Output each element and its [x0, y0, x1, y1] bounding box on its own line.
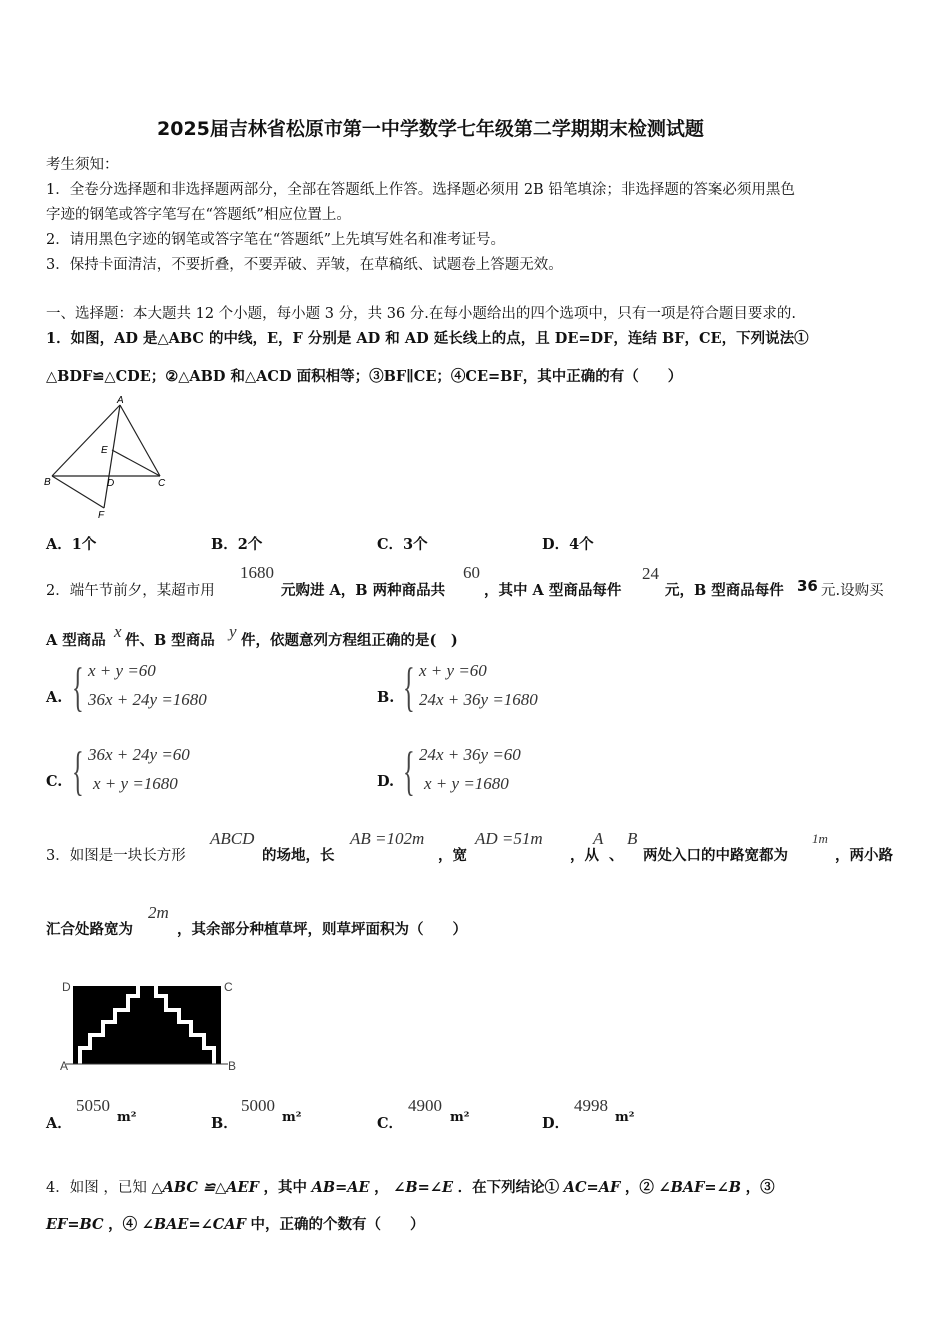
q2-option-c-eq2: x + y =1680: [93, 774, 178, 793]
edge-ab: [52, 405, 120, 476]
q3-text-2: 的场地，长: [262, 847, 335, 864]
q3-text-7: ，两小路: [835, 847, 893, 864]
label-c: C: [158, 478, 166, 489]
q2-option-a-brace: {: [72, 657, 84, 717]
q3-text-9: ，其余部分种植草坪，则草坪面积为（ ）: [177, 921, 467, 938]
q2-option-a-eq1: x + y =60: [88, 661, 156, 680]
q2-option-c-eq1: 36x + 24y =60: [88, 745, 190, 764]
label-c: C: [224, 980, 233, 994]
q2-text-3: ，其中 A 型商品每件: [484, 582, 622, 599]
q3-math-junction-width: 2m: [148, 903, 169, 922]
section-heading: 一、选择题：本大题共 12 个小题，每小题 3 分，共 36 分.在每小题给出的四个选项中，只有一项是符合题目要求的.: [46, 306, 796, 322]
q1-option-a: A．1个: [46, 536, 97, 553]
q4-math-ac-af: AC=AF: [563, 1179, 621, 1196]
q2-text-4: 元，B 型商品每件: [665, 582, 784, 599]
q2-text-1: 2．端午节前夕，某超市用: [46, 583, 215, 599]
q2-text-8: 件，依题意列方程组正确的是( ): [241, 632, 458, 649]
q4-text-7: ，④: [108, 1216, 138, 1233]
label-a: A: [117, 395, 124, 406]
q2-line-1: [46, 579, 215, 600]
q3-math-ab-length: AB =102m: [350, 829, 425, 848]
q3-text-6: 两处入口的中路宽都为: [643, 847, 788, 864]
q3-text-8: 汇合处路宽为: [46, 921, 133, 938]
q2-option-a-label: A.: [46, 689, 63, 706]
q2-option-d-label: D.: [377, 773, 395, 790]
label-b: B: [44, 477, 51, 488]
q3-option-d-label: D．: [542, 1115, 570, 1132]
q3-option-b-unit: m²: [282, 1110, 302, 1125]
q3-text-4: ，从: [570, 847, 599, 864]
q3-math-a: A: [593, 829, 604, 848]
q4-math-ef-bc: EF=BC: [46, 1216, 104, 1233]
q2-num-count: 60: [463, 563, 480, 582]
q1-option-b: B．2个: [211, 536, 263, 553]
q4-text-4: ．在下列结论①: [457, 1179, 560, 1196]
q3-option-b-label: B．: [211, 1115, 238, 1132]
q4-math-ab-ae: AB=AE: [311, 1179, 370, 1196]
q1-line-2: △BDF≌△CDE；②△ABD 和△ACD 面积相等；③BF∥CE；④CE=BF，其中正确的有（ ）: [46, 368, 683, 385]
label-d: D: [62, 980, 71, 994]
label-e: E: [101, 445, 108, 456]
label-d: D: [107, 478, 115, 489]
q4-text-8: 中，正确的个数有（ ）: [250, 1216, 425, 1233]
label-a: A: [60, 1059, 69, 1073]
q3-option-c-unit: m²: [450, 1110, 470, 1125]
q3-option-d-value: 4998: [574, 1096, 608, 1115]
q4-text-1: 4．如图 ，已知: [46, 1180, 147, 1196]
q4-math-congruence: △ABC ≌△AEF: [151, 1179, 259, 1196]
q2-num-price-b: 36: [797, 577, 818, 595]
q2-option-c-brace: {: [72, 741, 84, 801]
q4-math-angle-b-e: ∠B=∠E: [393, 1179, 454, 1196]
q3-math-abcd: ABCD: [210, 829, 255, 848]
label-f: F: [98, 510, 105, 521]
q2-option-b-eq1: x + y =60: [419, 661, 487, 680]
q2-var-y: y: [229, 622, 237, 641]
q4-line-1: [46, 1176, 775, 1197]
q2-num-total-money: 1680: [240, 563, 274, 582]
q3-option-d-unit: m²: [615, 1110, 635, 1125]
q2-option-b-eq2: 24x + 36y =1680: [419, 690, 538, 709]
q2-var-x: x: [114, 622, 122, 641]
q2-option-d-eq2: x + y =1680: [424, 774, 509, 793]
q4-text-2: ，其中: [263, 1179, 307, 1196]
segment-af: [104, 405, 120, 508]
notice-heading: 考生须知：: [46, 157, 119, 173]
q4-text-5: ，②: [624, 1179, 654, 1196]
q1-line-1: 1．如图，AD 是△ABC 的中线，E，F 分别是 AD 和 AD 延长线上的点，且 DE=DF，连结 BF，CE，下列说法①: [46, 330, 809, 347]
q2-text-7: 件、B 型商品: [125, 632, 215, 649]
q2-option-d-brace: {: [403, 741, 415, 801]
q2-option-a-eq2: 36x + 24y =1680: [88, 690, 207, 709]
q4-text-6: ，③: [745, 1179, 775, 1196]
notice-line-3: 3．保持卡面清洁，不要折叠，不要弄破、弄皱，在草稿纸、试题卷上答题无效。: [46, 257, 563, 273]
q3-option-a-value: 5050: [76, 1096, 110, 1115]
q3-math-b: B: [627, 829, 638, 848]
q4-math-angle-baf: ∠BAF=∠B: [658, 1179, 741, 1196]
q1-triangle-figure: [42, 393, 172, 523]
q2-option-b-label: B.: [377, 689, 395, 706]
q2-text-5: 元.设购买: [821, 583, 884, 599]
q3-option-a-unit: m²: [117, 1110, 137, 1125]
q1-option-c: C．3个: [377, 536, 428, 553]
q3-option-a-label: A．: [46, 1115, 72, 1132]
q2-option-b-brace: {: [403, 657, 415, 717]
q2-option-c-label: C.: [46, 773, 63, 790]
field-rectangle: [73, 986, 221, 1064]
q2-text-6: A 型商品: [46, 632, 106, 649]
q3-option-c-label: C．: [377, 1115, 404, 1132]
q1-option-d: D．4个: [542, 536, 594, 553]
q4-text-3: ，: [374, 1179, 389, 1196]
q3-field-figure: [56, 976, 246, 1076]
q3-math-road-width: 1m: [812, 831, 828, 846]
q3-text-3: ，宽: [438, 847, 467, 864]
q4-math-angle-bae-caf: ∠BAE=∠CAF: [141, 1216, 246, 1233]
q3-option-c-value: 4900: [408, 1096, 442, 1115]
q3-text-1: 3．如图是一块长方形: [46, 848, 186, 864]
q3-option-b-value: 5000: [241, 1096, 275, 1115]
page-title: 2025届吉林省松原市第一中学数学七年级第二学期期末检测试题: [157, 118, 704, 140]
segment-bf: [52, 476, 104, 508]
q4-line-2: [46, 1213, 424, 1234]
q3-math-ad-width: AD =51m: [475, 829, 543, 848]
q2-option-d-eq1: 24x + 36y =60: [419, 745, 521, 764]
q3-text-5: 、: [609, 847, 624, 864]
notice-line-1a: 1．全卷分选择题和非选择题两部分，全部在答题纸上作答。选择题必须用 2B 铅笔填涂；非选择题的答案必须用黑色: [46, 182, 795, 198]
notice-line-2: 2．请用黑色字迹的钢笔或答字笔在“答题纸”上先填写姓名和准考证号。: [46, 232, 506, 248]
notice-line-1b: 字迹的钢笔或答字笔写在“答题纸”相应位置上。: [46, 207, 351, 223]
q2-text-2: 元购进 A，B 两种商品共: [281, 582, 446, 599]
label-b: B: [228, 1059, 237, 1073]
q2-num-price-a: 24: [642, 564, 659, 583]
